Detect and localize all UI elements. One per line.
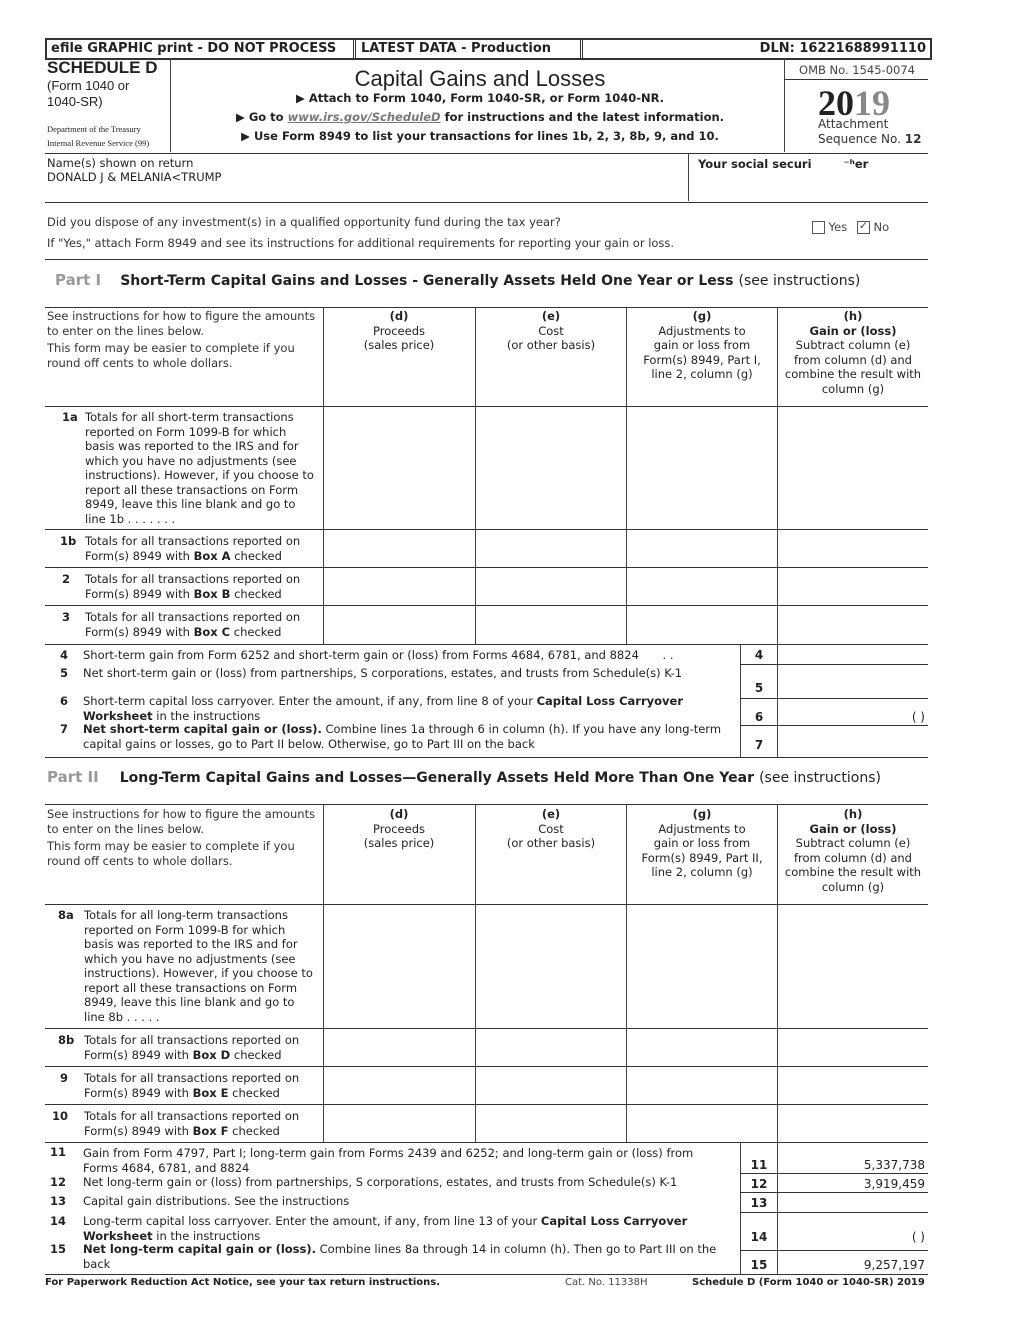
line-5-number: 5 [60, 666, 69, 680]
line-15-number: 15 [50, 1242, 67, 1256]
arrow-icon: ▶ [235, 110, 245, 124]
part1-col-h-header: (h) Gain or (loss) Subtract column (e) from column (d) and combine the result with column (g) [784, 309, 922, 396]
line-12-number: 12 [50, 1175, 67, 1189]
catalog-number: Cat. No. 11338H [565, 1277, 648, 1288]
line-1a-text: Totals for all short-term transactions reported on Form 1099-B for which basis was reported to the IRS and for which you have no adjustments (see instructions). However, if you choose to report all these transactions on Form 8949, leave this line blank and go to line 1b . . . . . . . [85, 410, 314, 526]
sequence-number: Sequence No. 12 [818, 132, 922, 146]
line-10-number: 10 [52, 1109, 69, 1123]
part2-label: Part II [47, 768, 99, 786]
efile-banner [45, 38, 932, 60]
line-2-text: Totals for all transactions reported on Form(s) 8949 with Box B checked [85, 572, 301, 601]
footer-form-id: Schedule D (Form 1040 or 1040-SR) 2019 [692, 1277, 925, 1288]
box-15: 15 [750, 1258, 768, 1272]
line-6-text: Short-term capital loss carryover. Enter the amount, if any, from line 8 of your Capital Loss Carryover Worksheet in the instructions [83, 694, 683, 723]
part1-col-e-header: (e) Cost (or other basis) [506, 309, 596, 352]
yes-label: Yes [828, 220, 848, 234]
latest-data-label: LATEST DATA - Production [361, 41, 552, 56]
ssn-label: Your social securi ⁻ʰer [698, 157, 869, 171]
arrow-icon: ▶ [295, 91, 305, 105]
line-4-number: 4 [60, 648, 69, 662]
line-8b-text: Totals for all transactions reported on Form(s) 8949 with Box D checked [84, 1033, 300, 1062]
use-form-instruction: ▶ Use Form 8949 to list your transactions for lines 1b, 2, 3, 8b, 9, and 10. [241, 129, 719, 143]
line-8a-text: Totals for all long-term transactions reported on Form 1099-B for which basis was reported to the IRS and for which you have no adjustments (see instructions). However, if you choose to report all these transactions on Form 8949, leave this line blank and go to line 8b . . . . . [84, 908, 313, 1024]
part2-col-h-header: (h) Gain or (loss) Subtract column (e) from column (d) and combine the result with column (g) [784, 807, 922, 894]
qof-note: If "Yes," attach Form 8949 and see its instructions for additional requirements for reporting your gain or loss. [47, 236, 675, 250]
line-13-number: 13 [50, 1194, 67, 1208]
dln-number: DLN: 16221688991110 [759, 41, 926, 56]
part1-title: Short-Term Capital Gains and Losses - Generally Assets Held One Year or Less [120, 273, 734, 289]
line-14-text: Long-term capital loss carryover. Enter the amount, if any, from line 13 of your Capital Loss Carryover Worksheet in the instructions [83, 1214, 688, 1243]
box-6: 6 [754, 710, 764, 724]
omb-number: OMB No. 1545-0074 [799, 63, 915, 77]
name-label: Name(s) shown on return [47, 156, 194, 170]
line-6-number: 6 [60, 694, 69, 708]
part2-col-e-header: (e) Cost (or other basis) [506, 807, 596, 850]
line-9-number: 9 [60, 1071, 69, 1085]
line-11-value[interactable]: 5,337,738 [863, 1158, 925, 1172]
part2-intro: See instructions for how to figure the amounts to enter on the lines below. This form may be easier to complete if you round off cents to whole dollars. [47, 807, 316, 868]
part2-heading: Part II Long-Term Capital Gains and Losses—Generally Assets Held More Than One Year (see instructions) [47, 768, 881, 786]
irs-label: Internal Revenue Service (99) [47, 138, 150, 148]
line-3-number: 3 [62, 610, 71, 624]
line-10-text: Totals for all transactions reported on Form(s) 8949 with Box F checked [84, 1109, 300, 1138]
attach-instruction: ▶ Attach to Form 1040, Form 1040-SR, or Form 1040-NR. [295, 91, 665, 105]
part1-intro: See instructions for how to figure the amounts to enter on the lines below. This form may be easier to complete if you round off cents to whole dollars. [47, 309, 316, 370]
box-11: 11 [750, 1158, 768, 1172]
line-11-number: 11 [50, 1145, 67, 1159]
line-13-text: Capital gain distributions. See the instructions [83, 1194, 350, 1208]
line-12-value[interactable]: 3,919,459 [863, 1177, 925, 1191]
qof-options [812, 220, 889, 234]
line-7-number: 7 [60, 722, 69, 736]
form-ref-line2: 1040-SR) [47, 94, 103, 109]
line-8b-number: 8b [58, 1033, 75, 1047]
checkmark-icon: ✓ [858, 219, 869, 232]
line-14-value[interactable]: ( ) [911, 1230, 925, 1244]
attachment-label: Attachment [818, 117, 889, 131]
line-14-number: 14 [50, 1214, 67, 1228]
goto-instruction: ▶ Go to www.irs.gov/ScheduleD for instructions and the latest information. [235, 110, 725, 124]
form-ref-line1: (Form 1040 or [47, 78, 130, 93]
line-9-text: Totals for all transactions reported on Form(s) 8949 with Box E checked [84, 1071, 300, 1100]
line-4-text: Short-term gain from Form 6252 and short-term gain or (loss) from Forms 4684, 6781, and 8824 . . [83, 648, 674, 662]
part2-title: Long-Term Capital Gains and Losses—Generally Assets Held More Than One Year [119, 770, 754, 786]
line-11-text: Gain from Form 4797, Part I; long-term gain from Forms 2439 and 6252; and long-term gain or (loss) from Forms 4684, 6781, and 8824 [83, 1146, 694, 1175]
line-15-value[interactable]: 9,257,197 [863, 1258, 925, 1272]
yes-checkbox[interactable] [812, 221, 825, 234]
schedule-title: SCHEDULE D [47, 58, 158, 77]
part2-col-d-header: (d) Proceeds (sales price) [363, 807, 435, 850]
line-2-number: 2 [62, 572, 71, 586]
line-1b-number: 1b [60, 534, 77, 548]
efile-notice: efile GRAPHIC print - DO NOT PROCESS [51, 41, 337, 56]
box-7: 7 [754, 738, 764, 752]
box-13: 13 [750, 1196, 768, 1210]
part1-label: Part I [55, 271, 102, 289]
irs-link[interactable]: www.irs.gov/ScheduleD [287, 110, 441, 124]
line-1a-number: 1a [62, 410, 78, 424]
line-1b-text: Totals for all transactions reported on Form(s) 8949 with Box A checked [85, 534, 301, 563]
part1-col-g-header: (g) Adjustments to gain or loss from Form(s) 8949, Part I, line 2, column (g) [643, 309, 761, 381]
no-checkbox[interactable] [857, 221, 870, 234]
part2-col-g-header: (g) Adjustments to gain or loss from Form(s) 8949, Part II, line 2, column (g) [641, 807, 763, 879]
form-title: Capital Gains and Losses [354, 66, 606, 91]
line-6-value[interactable]: ( ) [911, 710, 925, 724]
line-3-text: Totals for all transactions reported on Form(s) 8949 with Box C checked [85, 610, 301, 639]
line-12-text: Net long-term gain or (loss) from partnerships, S corporations, estates, and trusts from Schedule(s) K-1 [83, 1175, 678, 1189]
paperwork-notice: For Paperwork Reduction Act Notice, see your tax return instructions. [45, 1277, 441, 1288]
box-5: 5 [754, 681, 764, 695]
line-7-text: Net short-term capital gain or (loss). Combine lines 1a through 6 in column (h). If you have any long-term capital gains or losses, go to Part II below. Otherwise, go to Part III on the back [83, 722, 722, 751]
line-15-text: Net long-term capital gain or (loss). Combine lines 8a through 14 in column (h). Then go to Part III on the back [83, 1242, 717, 1271]
box-14: 14 [750, 1230, 768, 1244]
box-4: 4 [754, 648, 764, 662]
part1-heading: Part I Short-Term Capital Gains and Losses - Generally Assets Held One Year or Less (see instructions) [55, 271, 861, 289]
qof-question: Did you dispose of any investment(s) in a qualified opportunity fund during the tax year? [47, 215, 561, 229]
arrow-icon: ▶ [241, 129, 250, 143]
part1-col-d-header: (d) Proceeds (sales price) [363, 309, 435, 352]
line-8a-number: 8a [58, 908, 74, 922]
box-12: 12 [750, 1177, 768, 1191]
dept-treasury: Department of the Treasury [47, 124, 141, 134]
no-label: No [873, 220, 890, 234]
line-5-text: Net short-term gain or (loss) from partnerships, S corporations, estates, and trusts from Schedule(s) K-1 [83, 666, 683, 680]
taxpayer-name: DONALD J & MELANIA<TRUMP [47, 170, 222, 184]
tax-year: 2019 [818, 83, 890, 123]
